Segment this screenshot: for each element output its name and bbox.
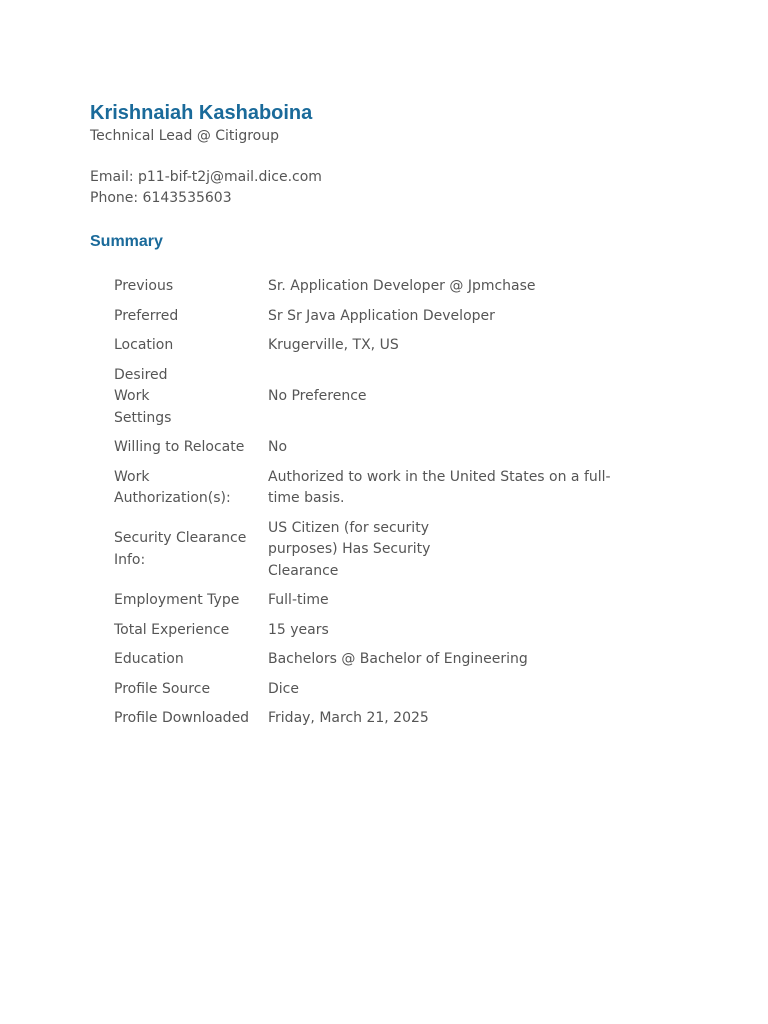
row-label-text: Work Authorization(s): bbox=[114, 468, 231, 506]
row-label: Employment Type bbox=[114, 592, 240, 608]
row-value: Friday, March 21, 2025 bbox=[268, 710, 429, 726]
row-label: Profile Source bbox=[114, 680, 211, 697]
row-label: Willing to Relocate bbox=[114, 439, 245, 455]
contact-info bbox=[90, 167, 650, 209]
row-label: Total Experience bbox=[114, 621, 230, 638]
candidate-headline: Technical Lead @ Citigroup bbox=[90, 128, 279, 144]
row-value: No bbox=[268, 439, 288, 455]
table-row bbox=[114, 704, 614, 734]
row-value: Krugerville, TX, US bbox=[268, 337, 399, 353]
table-row bbox=[114, 433, 614, 463]
row-label: Profile Downloaded bbox=[114, 710, 250, 726]
table-row bbox=[114, 272, 614, 302]
row-value-text: US Citizen (for security purposes) Has Security Clearance bbox=[268, 519, 431, 579]
table-row bbox=[114, 331, 614, 361]
row-label bbox=[114, 463, 268, 514]
row-value bbox=[268, 514, 614, 587]
row-value: 15 years bbox=[268, 621, 329, 638]
row-label bbox=[114, 361, 268, 434]
row-value: Full-time bbox=[268, 592, 329, 608]
row-value: Sr Sr Java Application Developer bbox=[268, 307, 495, 324]
row-label-text: Security Clearance Info: bbox=[114, 530, 247, 568]
table-row bbox=[114, 645, 614, 675]
phone-line: Phone: 6143535603 bbox=[90, 190, 232, 206]
row-label: Previous bbox=[114, 278, 174, 294]
row-label-text: Desired Work Settings bbox=[114, 366, 172, 426]
row-label bbox=[114, 514, 268, 587]
profile-document bbox=[90, 100, 650, 734]
summary-table bbox=[114, 272, 614, 734]
row-value: Authorized to work in the United States on a full-time basis. bbox=[268, 468, 611, 506]
email-line: Email: p11-bif-t2j@mail.dice.com bbox=[90, 169, 322, 185]
table-row bbox=[114, 616, 614, 646]
summary-heading: Summary bbox=[90, 233, 163, 250]
row-value: Dice bbox=[268, 680, 299, 697]
table-row bbox=[114, 361, 614, 434]
candidate-name: Krishnaiah Kashaboina bbox=[90, 102, 313, 124]
table-row bbox=[114, 514, 614, 587]
table-row bbox=[114, 463, 614, 514]
row-value: Bachelors @ Bachelor of Engineering bbox=[268, 651, 528, 667]
table-row bbox=[114, 675, 614, 705]
row-label: Preferred bbox=[114, 307, 179, 324]
table-row bbox=[114, 586, 614, 616]
row-label: Location bbox=[114, 337, 174, 353]
row-label: Education bbox=[114, 651, 184, 667]
table-row bbox=[114, 302, 614, 332]
row-value: Sr. Application Developer @ Jpmchase bbox=[268, 278, 536, 294]
row-value: No Preference bbox=[268, 388, 367, 404]
